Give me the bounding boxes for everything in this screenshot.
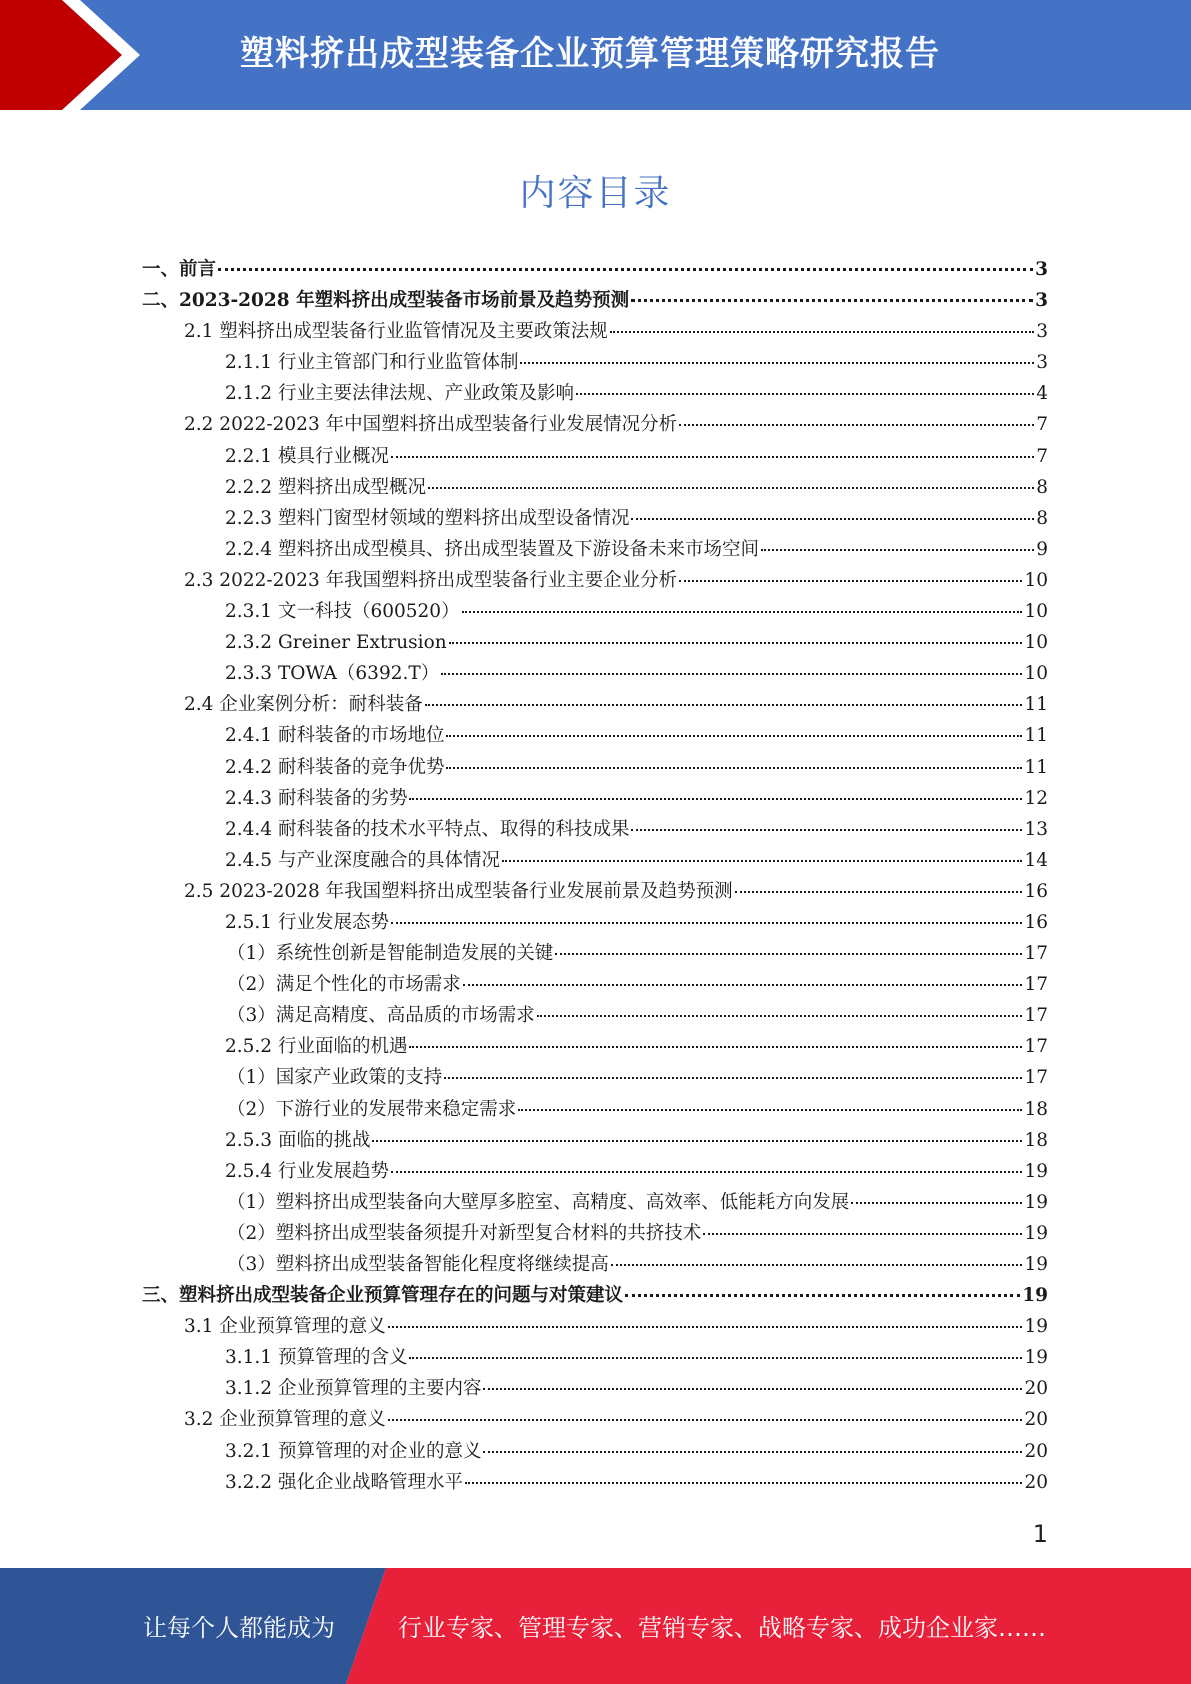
toc-dot-leader [428, 487, 1034, 489]
toc-entry-title: 3.1.1 预算管理的含义 [225, 1347, 408, 1369]
toc-dot-leader [518, 1109, 1022, 1111]
toc-entry-title: 2.5.4 行业发展趋势 [225, 1160, 389, 1182]
toc-entry-title: 3.1 企业预算管理的意义 [184, 1316, 386, 1338]
toc-entry-title: （3）塑料挤出成型装备智能化程度将继续提高 [227, 1254, 609, 1275]
toc-entry[interactable] [142, 378, 1048, 409]
toc-entry[interactable] [142, 907, 1048, 938]
table-of-contents [142, 254, 1048, 1498]
toc-dot-leader [555, 953, 1022, 955]
toc-dot-leader [388, 1326, 1023, 1328]
toc-entry-title: （2）塑料挤出成型装备须提升对新型复合材料的共挤技术 [227, 1222, 702, 1244]
toc-entry-page: 14 [1024, 849, 1048, 871]
toc-dot-leader [483, 1388, 1022, 1390]
toc-entry-page: 11 [1024, 756, 1048, 778]
toc-entry-page: 20 [1024, 1440, 1048, 1462]
toc-entry-page: 10 [1024, 569, 1048, 591]
toc-dot-leader [409, 798, 1022, 800]
toc-entry[interactable] [142, 1000, 1048, 1031]
toc-dot-leader [631, 518, 1034, 520]
toc-entry-page: 16 [1024, 880, 1048, 902]
toc-entry-title: 2.2.4 塑料挤出成型模具、挤出成型装置及下游设备未来市场空间 [225, 538, 759, 560]
toc-dot-leader [449, 642, 1023, 644]
toc-entry[interactable] [142, 845, 1048, 876]
toc-dot-leader [703, 1233, 1022, 1235]
toc-entry-title: 2.4.4 耐科装备的技术水平特点、取得的科技成果 [225, 818, 630, 840]
toc-entry-page: 3 [1036, 321, 1048, 343]
toc-dot-leader [388, 1419, 1023, 1421]
toc-entry[interactable] [142, 409, 1048, 440]
toc-dot-leader [537, 1015, 1023, 1017]
toc-entry[interactable] [142, 814, 1048, 845]
toc-entry-title: （1）国家产业政策的支持 [227, 1067, 443, 1089]
toc-entry-title: 2.3.3 TOWA（6392.T） [225, 663, 440, 685]
toc-entry-page: 16 [1024, 911, 1048, 933]
toc-entry-title: 2.5.2 行业面临的机遇 [225, 1036, 408, 1058]
toc-entry-page: 3 [1036, 352, 1048, 374]
toc-entry-title: 2.1.1 行业主管部门和行业监管体制 [225, 352, 519, 374]
footer-slogan-right: 行业专家、管理专家、营销专家、战略专家、成功企业家…… [398, 1614, 1046, 1642]
header-arrow-decoration [0, 0, 160, 110]
toc-entry-page: 19 [1024, 1347, 1048, 1369]
toc-entry-title: 2.1 塑料挤出成型装备行业监管情况及主要政策法规 [184, 321, 608, 343]
toc-entry[interactable] [142, 1373, 1048, 1404]
toc-entry-title: （1）系统性创新是智能制造发展的关键 [227, 943, 554, 965]
toc-entry-title: 2.5.3 面临的挑战 [225, 1129, 371, 1151]
toc-entry-title: （3）满足高精度、高品质的市场需求 [227, 1005, 535, 1027]
report-title: 塑料挤出成型装备企业预算管理策略研究报告 [240, 34, 940, 74]
toc-dot-leader [425, 704, 1023, 706]
toc-entry-page: 20 [1024, 1409, 1048, 1431]
toc-dot-leader [391, 1171, 1022, 1173]
toc-entry[interactable] [142, 565, 1048, 596]
toc-entry[interactable] [142, 1125, 1048, 1156]
toc-dot-leader [851, 1202, 1022, 1204]
toc-entry[interactable] [142, 689, 1048, 720]
toc-entry-title: 2.3.1 文一科技（600520） [225, 601, 460, 623]
toc-entry-title: 2.4 企业案例分析：耐科装备 [184, 694, 423, 716]
toc-entry-title: 2.3 2022-2023 年我国塑料挤出成型装备行业主要企业分析 [184, 569, 678, 591]
toc-dot-leader [462, 611, 1023, 613]
toc-entry-title: 2.4.2 耐科装备的竞争优势 [225, 756, 445, 778]
toc-entry-page: 19 [1024, 1191, 1048, 1213]
toc-entry[interactable] [142, 720, 1048, 751]
toc-entry-title: 2.2.1 模具行业概况 [225, 445, 389, 467]
toc-entry-title: 2.2.3 塑料门窗型材领域的塑料挤出成型设备情况 [225, 507, 630, 529]
toc-dot-leader [610, 331, 1034, 333]
toc-entry-title: 2.3.2 Greiner Extrusion [225, 632, 447, 654]
toc-entry[interactable] [142, 1280, 1048, 1311]
toc-entry-page: 7 [1036, 414, 1048, 436]
toc-entry-title: 2.2.2 塑料挤出成型概况 [225, 476, 426, 498]
toc-dot-leader [446, 735, 1022, 737]
toc-entry-page: 8 [1036, 476, 1048, 498]
toc-dot-leader [391, 456, 1034, 458]
toc-entry[interactable] [142, 1062, 1048, 1093]
toc-entry[interactable] [142, 1031, 1048, 1062]
toc-entry-page: 17 [1024, 1067, 1048, 1089]
toc-entry-page: 17 [1024, 943, 1048, 965]
toc-entry-title: （1）塑料挤出成型装备向大壁厚多腔室、高精度、高效率、低能耗方向发展 [227, 1191, 850, 1213]
toc-entry-page: 8 [1036, 507, 1048, 529]
toc-entry-page: 19 [1024, 1222, 1048, 1244]
toc-entry[interactable] [142, 503, 1048, 534]
toc-dot-leader [409, 1357, 1022, 1359]
toc-entry[interactable] [142, 752, 1048, 783]
toc-dot-leader [444, 1077, 1022, 1079]
header-banner [0, 0, 1191, 110]
toc-entry-page: 20 [1024, 1378, 1048, 1400]
toc-entry-title: 二、2023-2028 年塑料挤出成型装备市场前景及趋势预测 [142, 290, 630, 312]
footer-slogan-left: 让每个人都能成为 [143, 1614, 335, 1642]
toc-entry[interactable] [142, 596, 1048, 627]
toc-dot-leader [391, 922, 1022, 924]
toc-entry-page: 18 [1024, 1098, 1048, 1120]
toc-dot-leader [611, 1264, 1023, 1266]
toc-entry[interactable] [142, 347, 1048, 378]
toc-entry-title: 2.1.2 行业主要法律法规、产业政策及影响 [225, 383, 574, 405]
toc-entry[interactable] [142, 316, 1048, 347]
toc-entry-page: 11 [1024, 725, 1048, 747]
toc-entry-page: 20 [1024, 1471, 1048, 1493]
toc-entry-title: 2.4.3 耐科装备的劣势 [225, 787, 408, 809]
toc-entry-page: 11 [1024, 694, 1048, 716]
toc-dot-leader [441, 673, 1022, 675]
toc-entry-title: 3.2.2 强化企业战略管理水平 [225, 1471, 463, 1493]
toc-dot-leader [631, 829, 1022, 831]
toc-dot-leader [218, 268, 1033, 271]
toc-dot-leader [679, 580, 1022, 582]
footer-banner [0, 1568, 1191, 1684]
toc-entry[interactable] [142, 441, 1048, 472]
toc-entry-page: 17 [1024, 1036, 1048, 1058]
toc-entry-page: 10 [1024, 632, 1048, 654]
toc-entry-title: 三、塑料挤出成型装备企业预算管理存在的问题与对策建议 [142, 1285, 624, 1307]
toc-entry-title: 2.4.1 耐科装备的市场地位 [225, 725, 445, 747]
toc-entry-page: 9 [1036, 538, 1048, 560]
toc-entry-page: 17 [1024, 1005, 1048, 1027]
toc-entry[interactable] [142, 658, 1048, 689]
toc-entry-title: 一、前言 [142, 259, 217, 280]
toc-entry-page: 3 [1035, 290, 1048, 312]
toc-entry[interactable] [142, 1249, 1048, 1280]
toc-entry[interactable] [142, 1311, 1048, 1342]
page-number: 1 [1032, 1520, 1048, 1548]
toc-entry-page: 17 [1024, 974, 1048, 996]
toc-entry-title: （2）满足个性化的市场需求 [227, 974, 461, 996]
toc-entry-title: 2.5 2023-2028 年我国塑料挤出成型装备行业发展前景及趋势预测 [184, 880, 733, 902]
toc-entry-page: 7 [1036, 445, 1048, 467]
toc-entry[interactable] [142, 1467, 1048, 1498]
toc-entry[interactable] [142, 1404, 1048, 1435]
toc-entry-title: 2.2 2022-2023 年中国塑料挤出成型装备行业发展情况分析 [184, 414, 678, 436]
toc-dot-leader [409, 1046, 1022, 1048]
toc-entry-page: 12 [1024, 787, 1048, 809]
toc-dot-leader [520, 362, 1034, 364]
toc-entry-page: 19 [1022, 1285, 1048, 1307]
toc-entry-page: 10 [1024, 663, 1048, 685]
toc-entry[interactable] [142, 534, 1048, 565]
toc-entry[interactable] [142, 1342, 1048, 1373]
toc-entry-title: 3.1.2 企业预算管理的主要内容 [225, 1378, 482, 1400]
toc-dot-leader [502, 860, 1022, 862]
toc-entry-page: 19 [1024, 1316, 1048, 1338]
toc-entry-page: 13 [1024, 818, 1048, 840]
toc-entry[interactable] [142, 254, 1048, 285]
toc-dot-leader [576, 393, 1034, 395]
toc-entry-page: 4 [1036, 383, 1048, 405]
toc-dot-leader [735, 891, 1023, 893]
toc-dot-leader [372, 1140, 1022, 1142]
toc-entry-title: （2）下游行业的发展带来稳定需求 [227, 1098, 517, 1120]
toc-entry[interactable] [142, 876, 1048, 907]
toc-dot-leader [465, 1482, 1022, 1484]
toc-entry-page: 19 [1024, 1160, 1048, 1182]
toc-dot-leader [625, 1294, 1020, 1297]
toc-dot-leader [446, 767, 1022, 769]
toc-entry[interactable] [142, 472, 1048, 503]
toc-entry-title: 3.2 企业预算管理的意义 [184, 1409, 386, 1431]
toc-dot-leader [483, 1451, 1022, 1453]
toc-entry[interactable] [142, 1094, 1048, 1125]
toc-dot-leader [679, 424, 1034, 426]
toc-entry[interactable] [142, 1436, 1048, 1467]
toc-entry[interactable] [142, 783, 1048, 814]
toc-entry-title: 2.4.5 与产业深度融合的具体情况 [225, 849, 500, 871]
toc-entry[interactable] [142, 1187, 1048, 1218]
toc-dot-leader [761, 549, 1034, 551]
toc-entry-page: 19 [1024, 1254, 1048, 1275]
toc-dot-leader [631, 299, 1033, 302]
toc-entry[interactable] [142, 938, 1048, 969]
toc-entry[interactable] [142, 285, 1048, 316]
toc-entry[interactable] [142, 969, 1048, 1000]
toc-entry[interactable] [142, 627, 1048, 658]
toc-heading: 内容目录 [519, 173, 672, 214]
toc-entry-page: 18 [1024, 1129, 1048, 1151]
toc-entry-page: 10 [1024, 601, 1048, 623]
toc-entry-title: 2.5.1 行业发展态势 [225, 911, 389, 933]
toc-entry-title: 3.2.1 预算管理的对企业的意义 [225, 1440, 482, 1462]
toc-entry[interactable] [142, 1156, 1048, 1187]
toc-entry-page: 3 [1035, 259, 1048, 280]
toc-dot-leader [463, 984, 1023, 986]
toc-entry[interactable] [142, 1218, 1048, 1249]
